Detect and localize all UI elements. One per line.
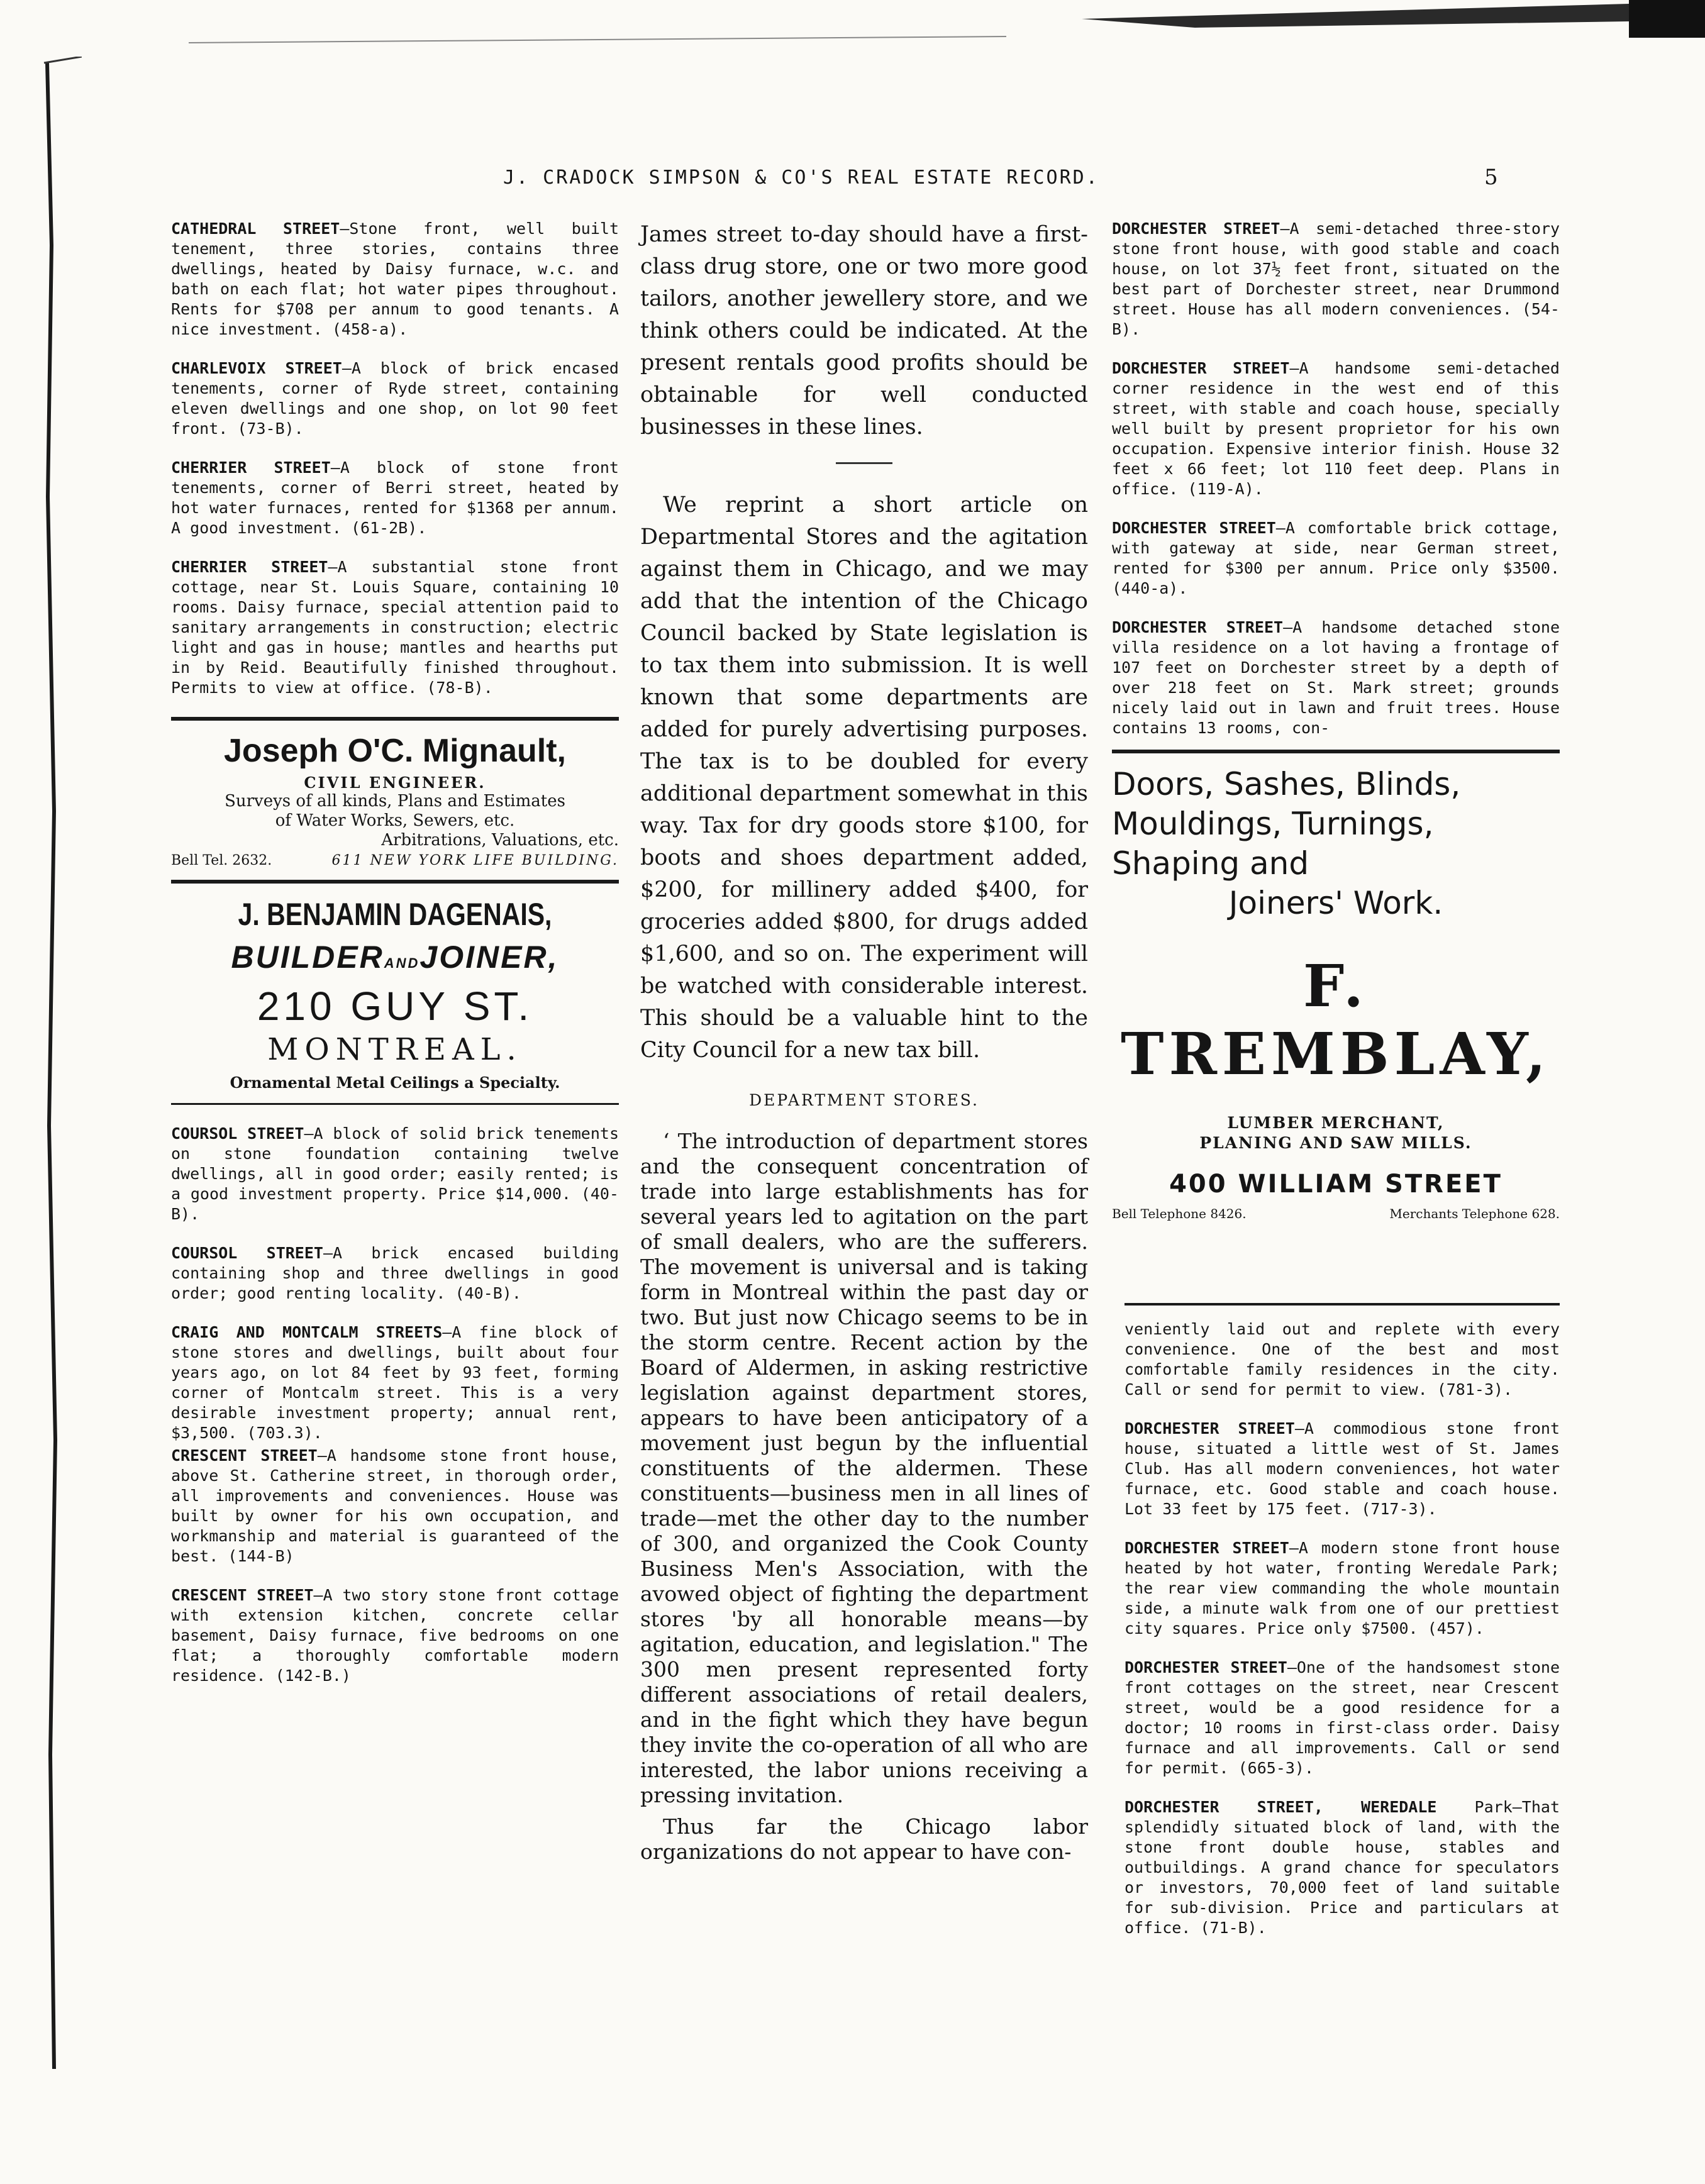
divider <box>1112 750 1560 753</box>
listing-entry <box>171 458 619 538</box>
ad-specialty: Ornamental Metal Ceilings a Specialty. <box>230 1073 560 1092</box>
article-paragraph: We reprint a short article on Departmental Stores and the agitation against them in Chicago, and we may add that the intention of the Chicago Council backed by State legislation is to tax them into submission. It is well known that some departments are added for purely advertising purposes. The tax is to be doubled for every additional department somewhat in this way. Tax for dry goods store $100, for boots and shoes department added, $200, for millinery added $400, for groceries added $800, for drugs added $1,600, and so on. The experiment will be watched with considerable interest. This should be a valuable hint to the City Council for a new tax bill. <box>640 492 1088 1063</box>
listing-text: —A two story stone front cottage with extension kitchen, concrete cellar basement, Daisy furnace, five bedrooms on one flat; a thoroughly comfortable modern residence. (142-B.) <box>171 1586 619 1685</box>
listing-head: CHERRIER STREET <box>171 558 328 576</box>
listing-head: CHARLEVOIX STREET <box>171 359 342 377</box>
divider <box>1125 1303 1560 1305</box>
ad-line: Mouldings, Turnings, <box>1112 806 1434 842</box>
listing-head: DORCHESTER STREET <box>1125 1658 1287 1677</box>
ad-sub: PLANING AND SAW MILLS. <box>1199 1134 1472 1152</box>
listing-entry <box>171 358 619 439</box>
listing-entry <box>1125 1797 1560 1938</box>
listing-text: —One of the handsomest stone front cottages on the street, near Crescent street, would be a good residence for a doctor; 10 rooms in first-class order. Daisy furnace and all improvements. Call or send for permit. (665-3). <box>1125 1658 1560 1777</box>
scan-left-edge <box>0 57 82 2184</box>
ad-products <box>1112 765 1560 923</box>
ad-dagenais <box>171 896 619 1092</box>
ad-tel: Bell Telephone 8426. <box>1112 1206 1247 1221</box>
ad-city: MONTREAL. <box>267 1032 523 1067</box>
ad-tel: Bell Tel. 2632. <box>171 853 272 868</box>
column-1 <box>171 219 619 1705</box>
listing-text: —A block of solid brick tenements on stone foundation containing twelve dwellings, all in good order; easily rented; is a good investment property. Price $14,000. (40-B). <box>171 1124 619 1223</box>
listing-entry <box>1112 358 1560 499</box>
listing-entry <box>171 1585 619 1686</box>
ad-line: of Water Works, Sewers, etc. <box>275 811 515 830</box>
listing-text: —A commodious stone front house, situated a little west of St. James Club. Has all modern conveniences, hot water furnace, etc. Good stable and coach house. Lot 33 feet by 175 feet. (717-3). <box>1125 1419 1560 1518</box>
listing-head: DORCHESTER STREET <box>1125 1419 1295 1438</box>
divider <box>171 1103 619 1105</box>
ad-line: Arbitrations, Valuations, etc. <box>381 831 619 850</box>
page-number: 5 <box>1484 165 1498 190</box>
listing-head: COURSOL STREET <box>171 1124 304 1143</box>
column-2 <box>640 219 1088 1871</box>
scan-top-edge <box>0 0 1705 45</box>
ad-street: 400 WILLIAM STREET <box>1169 1170 1502 1199</box>
ad-trade-b: JOINER, <box>419 940 559 975</box>
listing-text: —A comfortable brick cottage, with gateway at side, near German street, rented for $300 per annum. Price only $3500. (440-a). <box>1112 519 1560 597</box>
article-title: DEPARTMENT STORES. <box>749 1091 979 1109</box>
listing-entry <box>171 1243 619 1304</box>
listing-text: —A block of stone front tenements, corner of Berri street, heated by hot water furnaces, rented for $1368 per annum. A good investment. (61-2B). <box>171 458 619 537</box>
listing-text: —A handsome semi-detached corner residence in the west end of this street, with stable and coach house, specially well built by present proprietor for his own occupation. Expensive interior finish. House 32 feet x 66 feet; lot 110 feet deep. Plans in office. (119-A). <box>1112 359 1560 498</box>
short-rule <box>836 462 892 464</box>
ad-telephones <box>1112 1206 1560 1221</box>
ad-firm-name: F. TREMBLAY, <box>1121 952 1551 1088</box>
ad-trade-a: BUILDER <box>231 940 384 975</box>
listing-head: DORCHESTER STREET, WEREDALE <box>1125 1798 1437 1816</box>
listing-head: DORCHESTER STREET <box>1112 618 1284 636</box>
listing-head: CHERRIER STREET <box>171 458 331 477</box>
listing-continued: veniently laid out and replete with every convenience. One of the best and most comfortable family residences in the city. Call or send for permit to view. (781-3). <box>1125 1320 1560 1399</box>
ad-tel: Merchants Telephone 628. <box>1389 1206 1560 1221</box>
ad-line: Surveys of all kinds, Plans and Estimates <box>225 792 565 811</box>
listing-text: Park—That splendidly situated block of land, with the stone front double house, stables and outbuildings. A grand chance for speculators or investors, 70,000 feet of land suitable for sub-division. Price and particulars at office. (71-B). <box>1125 1798 1560 1937</box>
ad-trade-and: AND <box>384 955 420 971</box>
listing-head: DORCHESTER STREET <box>1125 1539 1289 1557</box>
ad-trade <box>171 939 619 975</box>
column-3 <box>1112 219 1560 1221</box>
listing-text: —A fine block of stone stores and dwellings, built about four years ago, on lot 84 feet by 93 feet, forming corner of Montcalm street. This is a very desirable investment property; annual rent, $3,500. (703.3). <box>171 1323 619 1442</box>
ad-contact <box>171 853 619 868</box>
page-header: J. CRADOCK SIMPSON & CO'S REAL ESTATE RECORD. <box>503 167 1099 189</box>
ad-profession: CIVIL ENGINEER. <box>304 773 486 792</box>
column-3-lower <box>1125 1303 1560 1957</box>
listing-text: —A handsome stone front house, above St. Catherine street, in thorough order, all improvements and conveniences. House was built by owner for his own occupation, and workmanship and material is guaranteed of the best. (144-B) <box>171 1446 619 1565</box>
ad-office: 611 NEW YORK LIFE BUILDING. <box>331 853 619 868</box>
listing-head: COURSOL STREET <box>171 1244 323 1262</box>
listing-head: CRESCENT STREET <box>171 1446 318 1465</box>
listing-text: —A brick encased building containing shop and three dwellings in good order; good renting locality. (40-B). <box>171 1244 619 1302</box>
article-paragraph: Thus far the Chicago labor organizations do not appear to have con- <box>640 1814 1088 1864</box>
listing-head: CATHEDRAL STREET <box>171 219 340 238</box>
article-paragraph: ‘ The introduction of department stores and the consequent concentration of trade into large establishments has for several years led to agitation on the part of small dealers, who are the sufferers. The movement is universal and is taking form in Montreal within the past day or two. But just now Chicago seems to be in the storm centre. Recent action by the Board of Aldermen, in asking restrictive legislation against department stores, appears to have been anticipatory of a movement just begun by the influential constituents of the aldermen. These constituents—business men in all lines of trade—met the other day to the number of 300, and organized the Cook County Business Men's Association, with the avowed object of fighting the department stores 'by all honorable means—by agitation, education, and legislation." The 300 men present represented forty different associations of retail dealers, and in the fight which they have begun they invite the co-operation of all who are interested, the labor unions receiving a pressing invitation. <box>640 1129 1088 1807</box>
listing-text: —A semi-detached three-story stone front house, with good stable and coach house, on lot 37½ feet front, situated on the best part of Dorchester street, near Drummond street. House has all modern conveniences. (54-B). <box>1112 219 1560 338</box>
listing-entry <box>171 219 619 340</box>
ad-name: Joseph O'C. Mignault, <box>224 733 566 769</box>
listing-text: —A block of brick encased tenements, corner of Ryde street, containing eleven dwellings and one shop, on lot 90 feet front. (73-B). <box>171 359 619 438</box>
ad-sub: LUMBER MERCHANT, <box>1227 1114 1445 1132</box>
divider <box>171 880 619 884</box>
ad-line: Shaping and <box>1112 845 1309 882</box>
ad-mignault <box>171 732 619 868</box>
article-paragraph: James street to-day should have a first-class drug store, one or two more good tailors, another jewellery store, and we think others could be indicated. At the present rentals good profits should be obtainable for well conducted businesses in these lines. <box>640 222 1088 440</box>
ad-line: Doors, Sashes, Blinds, <box>1112 766 1461 802</box>
ad-address: 210 GUY ST. <box>257 984 533 1029</box>
listing-head: DORCHESTER STREET <box>1112 519 1276 537</box>
listing-head: CRAIG AND MONTCALM STREETS <box>171 1323 443 1341</box>
listing-entry <box>171 1124 619 1224</box>
divider <box>171 717 619 721</box>
listing-entry <box>1112 518 1560 599</box>
listing-text: —A substantial stone front cottage, near St. Louis Square, containing 10 rooms. Daisy furnace, special attention paid to sanitary arrangements in construction; electric light and gas in house; mantles and hearths put in by Reid. Beautifully finished throughout. Permits to view at office. (78-B). <box>171 558 619 697</box>
listing-entry <box>171 557 619 698</box>
ad-line: Joiners' Work. <box>1228 885 1443 921</box>
listing-entry <box>1125 1658 1560 1778</box>
listing-text: —A handsome detached stone villa residence on a lot having a frontage of 107 feet on Dorchester street by a depth of over 218 feet on St. Mark street; grounds nicely laid out in lawn and fruit trees. House contains 13 rooms, con- <box>1112 618 1560 737</box>
ad-name: J. BENJAMIN DAGENAIS, <box>238 897 552 932</box>
listing-entry <box>1125 1538 1560 1639</box>
ad-tremblay <box>1112 765 1560 1221</box>
listing-text: —A modern stone front house heated by hot water, fronting Weredale Park; the rear view commanding the whole mountain side, a minute walk from one of our prettiest city squares. Price only $7500. (457). <box>1125 1539 1560 1638</box>
listing-entry <box>1112 618 1560 738</box>
listing-entry <box>1112 219 1560 340</box>
listing-text: —Stone front, well built tenement, three stories, contains three dwellings, heated by Daisy furnace, w.c. and bath on each flat; hot water pipes throughout. Rents for $708 per annum to good tenants. A nice investment. (458-a). <box>171 219 619 338</box>
listing-entry <box>171 1446 619 1566</box>
listing-entry <box>171 1322 619 1443</box>
listing-entry <box>1125 1419 1560 1519</box>
listing-head: DORCHESTER STREET <box>1112 359 1290 377</box>
listing-head: CRESCENT STREET <box>171 1586 314 1604</box>
listing-head: DORCHESTER STREET <box>1112 219 1280 238</box>
